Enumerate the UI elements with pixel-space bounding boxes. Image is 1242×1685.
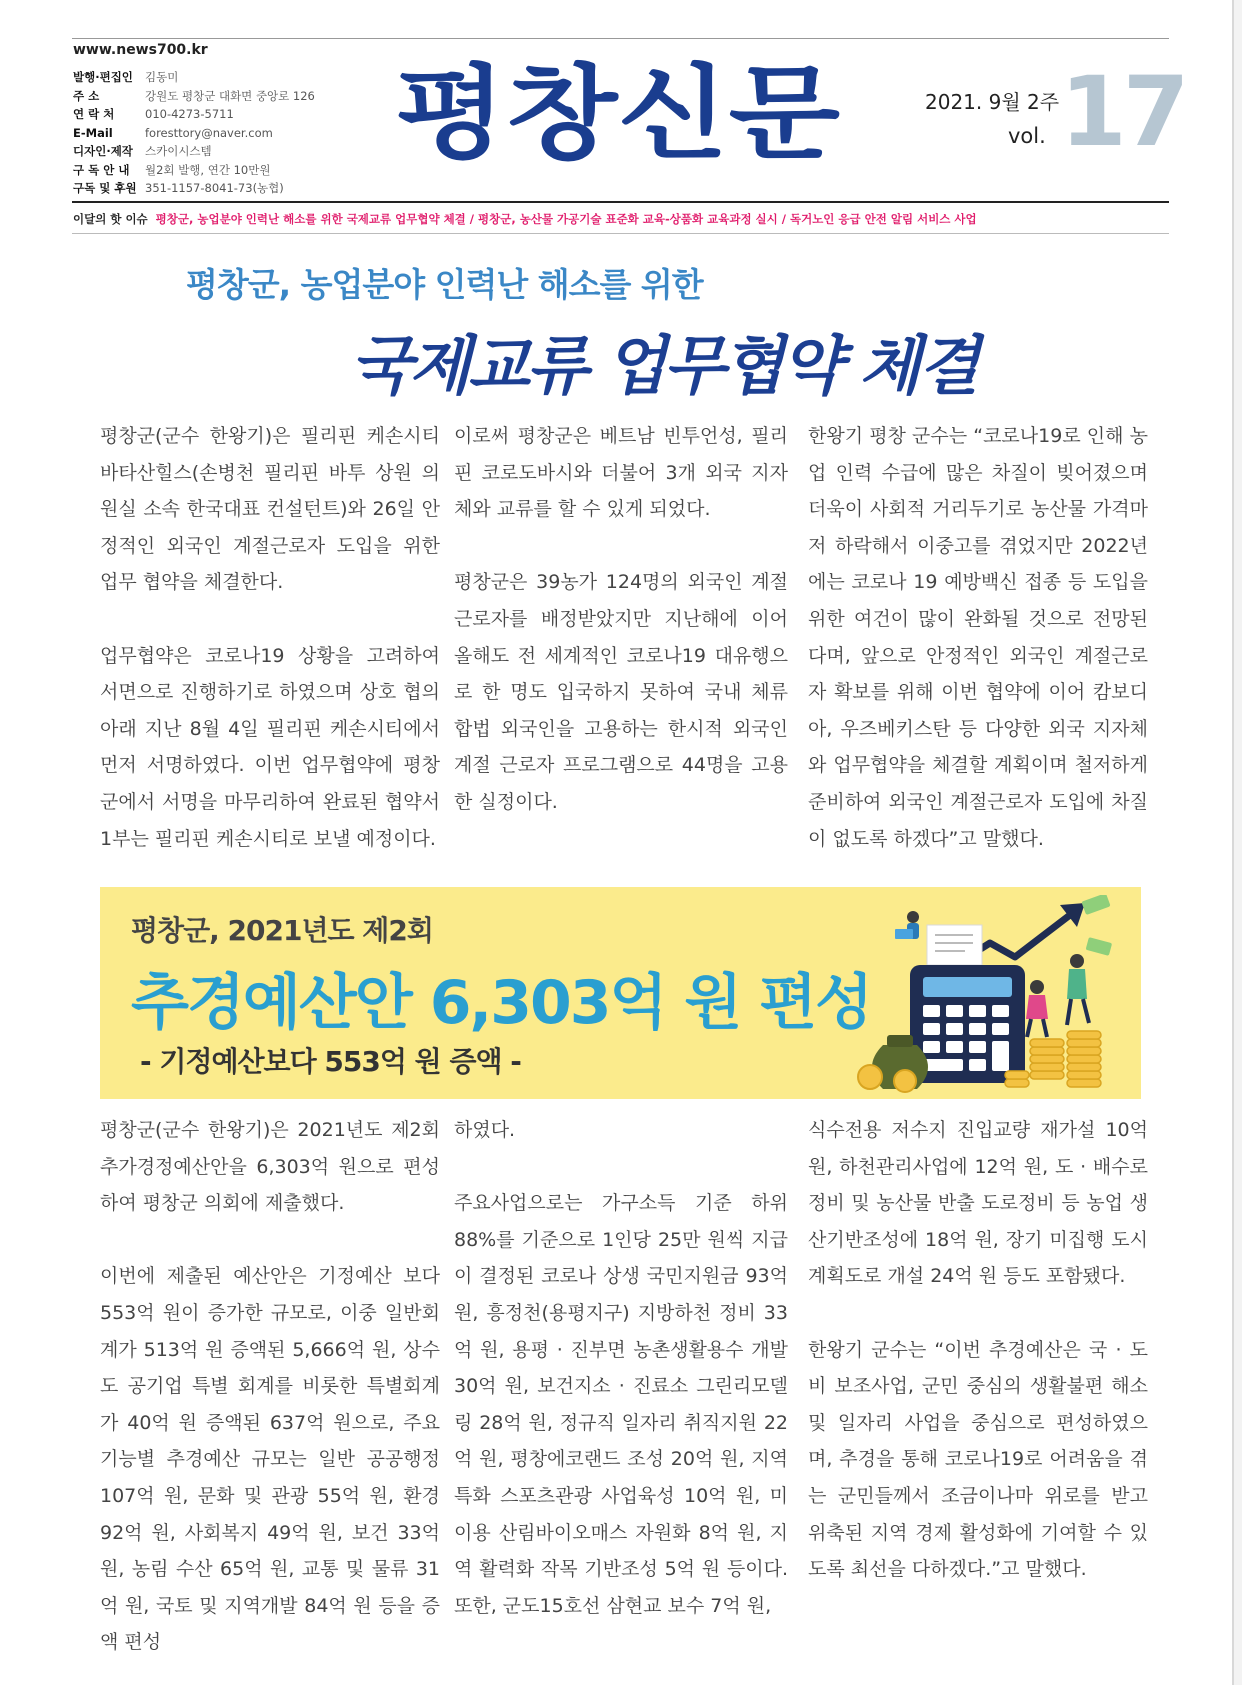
site-url[interactable]: www.news700.kr [73, 42, 208, 58]
info-row [73, 68, 315, 87]
info-row [73, 124, 315, 143]
publisher-info [73, 68, 315, 198]
info-value: 스카이시스템 [145, 144, 212, 158]
volume-number: 17 [1060, 56, 1186, 168]
info-value: 351-1157-8041-73(농협) [145, 181, 284, 195]
info-label: 구 독 안 내 [73, 162, 130, 177]
paragraph: 식수전용 저수지 진입교량 재가설 10억 원, 하천관리사업에 12억 원, 도 · 배수로 정비 및 농산물 반출 도로정비 등 농업 생산기반조성에 18억 원, 장기 미집행 도시계획도로 개설 24억 원 등도 포함됐다. [808, 1119, 1148, 1288]
issue-date: 2021. 9월 2주 [925, 90, 1060, 114]
article1-column-2 [454, 418, 788, 821]
paragraph: 이번에 제출된 예산안은 기정예산 보다 553억 원이 증가한 규모로, 이중 일반회계가 513억 원 증액된 5,666억 원, 상수도 공기업 특별 회계를 비롯한 특별회계가 40억 원 증액된 637억 원으로, 주요 기능별 추경예산 규모는 일반 공공행정 107억 원, 문화 및 관광 55억 원, 환경 92억 원, 사회복지 49억 원, 보건 33억 원, 농림 수산 65억 원, 교통 및 물류 31억 원, 국토 및 지역개발 84억 원 등을 증액 편성 [100, 1265, 440, 1654]
info-value: foresttory@naver.com [145, 125, 273, 140]
paragraph: 업무협약은 코로나19 상황을 고려하여 서면으로 진행하기로 하였으며 상호 협의 아래 지난 8월 4일 필리핀 케손시티에서 먼저 서명하였다. 이번 업무협약에 평창군에서 서명을 마무리하여 완료된 협약서 1부는 필리핀 케손시티로 보낼 예정이다. [100, 644, 440, 850]
page-edge [1232, 0, 1234, 1685]
newspaper-logo [395, 55, 845, 165]
info-row [73, 179, 315, 198]
info-value: 강원도 평창군 대화면 중앙로 126 [145, 88, 315, 103]
article1-column-1 [100, 418, 440, 857]
article2-column-3 [808, 1112, 1148, 1588]
info-label: E-Mail [73, 125, 113, 140]
budget-calculator-illustration [855, 895, 1135, 1095]
paragraph: 한왕기 평창 군수는 “코로나19로 인해 농업 인력 수급에 많은 차질이 빚어졌으며 더욱이 사회적 거리두기로 농산물 가격마저 하락해서 이중고를 겪었지만 2022년에는 코로나 19 예방백신 접종 등 도입을 위한 여건이 많이 완화될 것으로 전망된다며, 앞으로 안정적인 외국인 계절근로자 확보를 위해 이번 협약에 이어 캄보디아, 우즈베키스탄 등 다양한 외국 지자체와 업무협약을 체결할 계획이며 철저하게 준비하여 외국인 계절근로자 도입에 차질이 없도록 하겠다”고 말했다. [808, 425, 1148, 850]
masthead-rule [72, 201, 1169, 203]
logo-text: 평창신문 [395, 55, 840, 165]
paragraph: 평창군은 39농가 124명의 외국인 계절근로자를 배정받았지만 지난해에 이어 올해도 전 세계적인 코로나19 대유행으로 한 명도 입국하지 못하여 국내 체류 합법 외국인을 고용하는 한시적 외국인 계절 근로자 프로그램으로 44명을 고용한 실정이다. [454, 571, 788, 813]
article1-title: 국제교류 업무협약 체결 [350, 330, 977, 404]
article1-subtitle: 평창군, 농업분야 인력난 해소를 위한 [186, 265, 703, 304]
info-label: 디자인·제작 [73, 144, 133, 158]
article1-column-3 [808, 418, 1148, 857]
paragraph: 이로써 평창군은 베트남 빈투언성, 필리핀 코로도바시와 더불어 3개 외국 지자체와 교류를 할 수 있게 되었다. [454, 425, 788, 521]
hot-issue-rule [72, 233, 1169, 234]
info-label: 주 소 [73, 88, 100, 103]
paragraph: 평창군(군수 한왕기)은 2021년도 제2회 추가경정예산안을 6,303억 원으로 편성하여 평창군 의회에 제출했다. [100, 1119, 440, 1215]
info-value: 월2회 발행, 연간 10만원 [145, 162, 271, 177]
hot-issue-bar [73, 211, 977, 227]
hot-issue-text[interactable]: 평창군, 농업분야 인력난 해소를 위한 국제교류 업무협약 체결 / 평창군, 농산물 가공기술 표준화 교육-상품화 교육과정 실시 / 독거노인 응급 안전 알림 서비스 사업 [155, 212, 977, 226]
page-edge-shadow [1234, 0, 1242, 1685]
paragraph: 주요사업으로는 가구소득 기준 하위 88%를 기준으로 1인당 25만 원씩 지급이 결정된 코로나 상생 국민지원금 93억 원, 흥정천(용평지구) 지방하천 정비 33억 원, 용평 · 진부면 농촌생활용수 개발 30억 원, 보건지소 · 진료소 그린리모델링 28억 원, 정규직 일자리 취직지원 22억 원, 평창에코랜드 조성 20억 원, 지역특화 스포츠관광 사업육성 10억 원, 미이용 산림바이오매스 자원화 8억 원, 지역 활력화 작목 기반조성 5억 원 등이다. 또한, 군도15호선 삼현교 보수 7억 원, [454, 1192, 788, 1617]
banner-subtitle: - 기정예산보다 553억 원 증액 - [140, 1045, 521, 1078]
info-label: 구독 및 후원 [73, 181, 137, 195]
info-label: 발행·편집인 [73, 70, 133, 84]
info-row [73, 161, 315, 180]
banner-title: 추경예산안 6,303억 원 편성 [131, 968, 872, 1038]
info-row [73, 105, 315, 124]
info-row [73, 142, 315, 161]
paragraph: 한왕기 군수는 “이번 추경예산은 국 · 도비 보조사업, 군민 중심의 생활불편 해소 및 일자리 사업을 중심으로 편성하였으며, 추경을 통해 코로나19로 어려움을 겪는 군민들께서 조금이나마 위로를 받고 위축된 지역 경제 활성화에 기여할 수 있도록 최선을 다하겠다.”고 말했다. [808, 1338, 1148, 1581]
budget-banner [100, 887, 1141, 1099]
paragraph: 하였다. [454, 1119, 516, 1141]
paragraph: 평창군(군수 한왕기)은 필리핀 케손시티 바타산힐스(손병천 필리핀 바투 상원 의원실 소속 한국대표 컨설턴트)와 26일 안정적인 외국인 계절근로자 도입을 위한 업무 협약을 체결한다. [100, 425, 440, 594]
info-label: 연 락 처 [73, 107, 115, 121]
article2-column-1 [100, 1112, 440, 1661]
top-rule [72, 38, 1169, 39]
volume-label: vol. [1008, 124, 1046, 148]
hot-issue-label: 이달의 핫 이슈 [73, 212, 148, 226]
info-value: 김동미 [145, 70, 179, 84]
info-value: 010-4273-5711 [145, 107, 234, 121]
info-row [73, 87, 315, 106]
banner-kicker: 평창군, 2021년도 제2회 [131, 914, 433, 947]
article2-column-2 [454, 1112, 788, 1624]
